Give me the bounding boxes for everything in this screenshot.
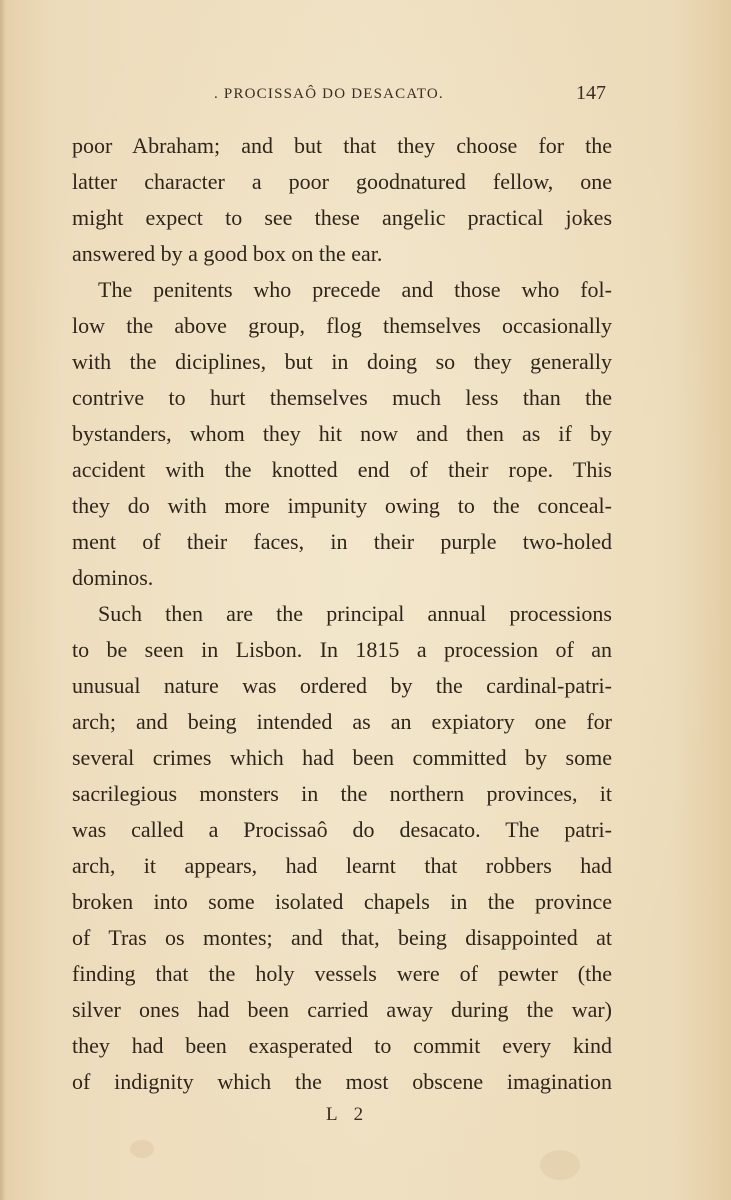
text-line: poor Abraham; and but that they choose for the (72, 133, 612, 158)
text-line: The penitents who precede and those who fol- (98, 277, 612, 302)
text-line: silver ones had been carried away during the war) (72, 997, 612, 1022)
text-line: latter character a poor goodnatured fellow, one (72, 169, 612, 194)
body-text (72, 128, 612, 1100)
text-line: finding that the holy vessels were of pewter (the (72, 961, 612, 986)
text-line: arch; and being intended as an expiatory one for (72, 709, 612, 734)
text-line: of Tras os montes; and that, being disappointed at (72, 925, 612, 950)
text-line: Such then are the principal annual processions (98, 601, 612, 626)
text-line: low the above group, flog themselves occasionally (72, 313, 612, 338)
text-line: broken into some isolated chapels in the province (72, 889, 612, 914)
text-line: answered by a good box on the ear. (72, 241, 383, 266)
text-line: ment of their faces, in their purple two-holed (72, 529, 612, 554)
signature-mark: L 2 (326, 1104, 370, 1125)
text-line: they had been exasperated to commit every kind (72, 1033, 612, 1058)
page-edge-shadow (0, 0, 6, 1200)
text-line: they do with more impunity owing to the conceal- (72, 493, 612, 518)
page-number: 147 (576, 82, 606, 104)
text-line: bystanders, whom they hit now and then as if by (72, 421, 612, 446)
text-line: sacrilegious monsters in the northern provinces, it (72, 781, 612, 806)
paper-stain (130, 1140, 154, 1158)
text-line: accident with the knotted end of their rope. This (72, 457, 612, 482)
text-line: contrive to hurt themselves much less than the (72, 385, 612, 410)
text-line: of indignity which the most obscene imagination (72, 1069, 612, 1094)
running-head: . PROCISSAÔ DO DESACATO. (214, 86, 444, 102)
text-line: unusual nature was ordered by the cardinal-patri- (72, 673, 612, 698)
text-line: to be seen in Lisbon. In 1815 a procession of an (72, 637, 612, 662)
text-line: arch, it appears, had learnt that robbers had (72, 853, 612, 878)
page-header (0, 84, 731, 108)
text-line: dominos. (72, 565, 154, 590)
paper-stain (540, 1150, 580, 1180)
text-line: was called a Procissaô do desacato. The patri- (72, 817, 612, 842)
text-line: several crimes which had been committed by some (72, 745, 612, 770)
text-line: with the diciplines, but in doing so they generally (72, 349, 612, 374)
text-line: might expect to see these angelic practical jokes (72, 205, 612, 230)
